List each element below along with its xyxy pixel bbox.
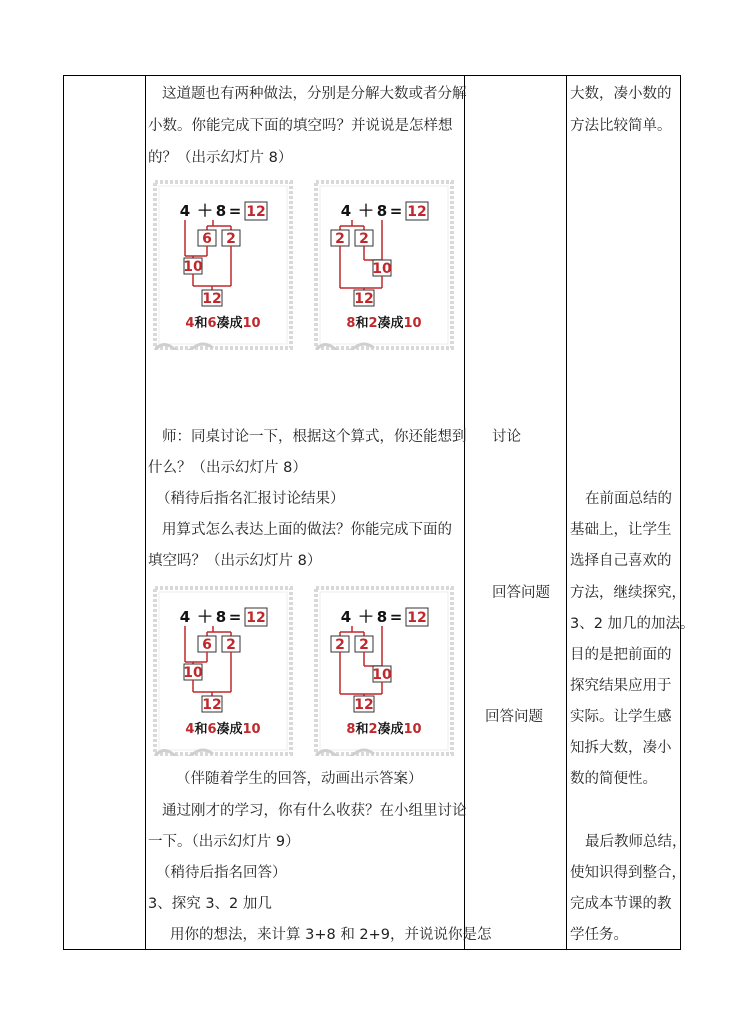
student-activity: 回答问题: [485, 709, 543, 725]
make-ten-box: 10: [372, 261, 392, 277]
split-part-2: 2: [359, 231, 369, 247]
equation-equals: =: [389, 202, 403, 220]
caption-part: 10: [403, 722, 422, 737]
design-intent-line: 学任务。: [570, 927, 628, 943]
equation-addend-b: 8: [376, 608, 388, 626]
slide-caption: [185, 315, 260, 331]
slide-caption: [346, 721, 421, 737]
student-activity: 回答问题: [492, 585, 550, 601]
column-divider-1: [145, 76, 146, 949]
make-ten-box: 10: [183, 259, 203, 275]
slide-right: [314, 586, 454, 756]
student-activity: 讨论: [492, 429, 521, 445]
slide-caption: [185, 721, 260, 737]
caption-part: 凑成: [377, 722, 404, 737]
caption-part: 10: [242, 316, 261, 331]
caption-part: 8: [346, 722, 356, 737]
slide-left: [153, 180, 293, 350]
caption-part: 和: [194, 316, 208, 331]
equation-addend-b: 8: [215, 202, 227, 220]
split-part-1: 6: [202, 637, 212, 653]
design-intent-line: 数的简便性。: [570, 771, 657, 787]
caption-part: 凑成: [377, 316, 404, 331]
equation-addend-b: 8: [376, 202, 388, 220]
make-ten-box: 10: [372, 667, 392, 683]
caption-part: 6: [207, 316, 217, 331]
caption-part: 10: [242, 722, 261, 737]
caption-part: 和: [355, 316, 369, 331]
design-intent-line: 使知识得到整合，: [570, 865, 686, 881]
design-intent-line: 完成本节课的教: [570, 896, 672, 912]
final-sum-box: 12: [202, 697, 222, 713]
final-sum-box: 12: [354, 291, 374, 307]
paragraph-line: （伴随着学生的回答，动画出示答案）: [176, 771, 423, 787]
design-intent-line: 方法比较简单。: [570, 118, 672, 134]
caption-part: 4: [185, 722, 195, 737]
paragraph-line: （稍待后指名回答）: [156, 865, 287, 881]
slide-image-1: [153, 180, 293, 350]
design-intent-line: 3、2 加几的加法。: [570, 616, 695, 632]
equation-result: 12: [246, 610, 266, 626]
slide-left: [153, 586, 293, 756]
paragraph-line: 一下。（出示幻灯片 9）: [148, 834, 300, 850]
design-intent-line: 在前面总结的: [585, 491, 672, 507]
caption-part: 6: [207, 722, 217, 737]
split-part-1: 6: [202, 231, 212, 247]
column-divider-3: [566, 76, 567, 949]
paragraph-line: 的？（出示幻灯片 8）: [148, 150, 293, 166]
slide-right: [314, 180, 454, 350]
equation-plus: ＋: [357, 201, 375, 220]
equation-addend-a: 4: [340, 202, 352, 220]
make-ten-box: 10: [183, 665, 203, 681]
paragraph-line: 这道题也有两种做法，分别是分解大数或者分解: [162, 86, 467, 102]
design-intent-line: 知拆大数，凑小: [570, 740, 672, 756]
slide-image-4: [314, 586, 454, 756]
equation-addend-a: 4: [179, 202, 191, 220]
design-intent-line: 目的是把前面的: [570, 647, 672, 663]
equation-result: 12: [407, 610, 427, 626]
equation-addend-b: 8: [215, 608, 227, 626]
equation-addend-a: 4: [340, 608, 352, 626]
design-intent-line: 方法，继续探究，: [570, 585, 686, 601]
design-intent-line: 基础上，让学生: [570, 522, 672, 538]
equation-equals: =: [228, 608, 242, 626]
slide-image-3: [153, 586, 293, 756]
paragraph-line: 3、探究 3、2 加几: [148, 896, 272, 912]
paragraph-line: 通过刚才的学习，你有什么收获？在小组里讨论: [162, 803, 467, 819]
equation-addend-a: 4: [179, 608, 191, 626]
caption-part: 凑成: [216, 316, 243, 331]
slide-image-2: [314, 180, 454, 350]
caption-part: 4: [185, 316, 195, 331]
caption-part: 和: [355, 722, 369, 737]
equation-plus: ＋: [196, 607, 214, 626]
paragraph-line: 用算式怎么表达上面的做法？你能完成下面的: [162, 522, 452, 538]
paragraph-line: （稍待后指名汇报讨论结果）: [156, 491, 345, 507]
paragraph-line: 什么？（出示幻灯片 8）: [148, 460, 307, 476]
final-sum-box: 12: [202, 291, 222, 307]
final-sum-box: 12: [354, 697, 374, 713]
design-intent-line: 选择自己喜欢的: [570, 553, 672, 569]
paragraph-line: 小数。你能完成下面的填空吗？并说说是怎样想: [148, 118, 453, 134]
design-intent-line: 最后教师总结，: [585, 834, 687, 850]
design-intent-line: 大数，凑小数的: [570, 86, 672, 102]
paragraph-line: 填空吗？（出示幻灯片 8）: [148, 553, 322, 569]
split-part-2: 2: [226, 231, 236, 247]
equation-result: 12: [246, 204, 266, 220]
design-intent-line: 实际。让学生感: [570, 709, 672, 725]
split-part-1: 2: [335, 231, 345, 247]
paragraph-line: 师：同桌讨论一下，根据这个算式，你还能想到: [162, 429, 467, 445]
equation-equals: =: [228, 202, 242, 220]
design-intent-line: 探究结果应用于: [570, 678, 672, 694]
caption-part: 8: [346, 316, 356, 331]
slide-caption: [346, 315, 421, 331]
equation-plus: ＋: [196, 201, 214, 220]
caption-part: 10: [403, 316, 422, 331]
split-part-2: 2: [226, 637, 236, 653]
caption-part: 和: [194, 722, 208, 737]
caption-part: 凑成: [216, 722, 243, 737]
equation-result: 12: [407, 204, 427, 220]
equation-plus: ＋: [357, 607, 375, 626]
split-part-2: 2: [359, 637, 369, 653]
split-part-1: 2: [335, 637, 345, 653]
equation-equals: =: [389, 608, 403, 626]
caption-part: 2: [368, 722, 378, 737]
caption-part: 2: [368, 316, 378, 331]
paragraph-line: 用你的想法，来计算 3+8 和 2+9，并说说你是怎: [170, 927, 492, 943]
